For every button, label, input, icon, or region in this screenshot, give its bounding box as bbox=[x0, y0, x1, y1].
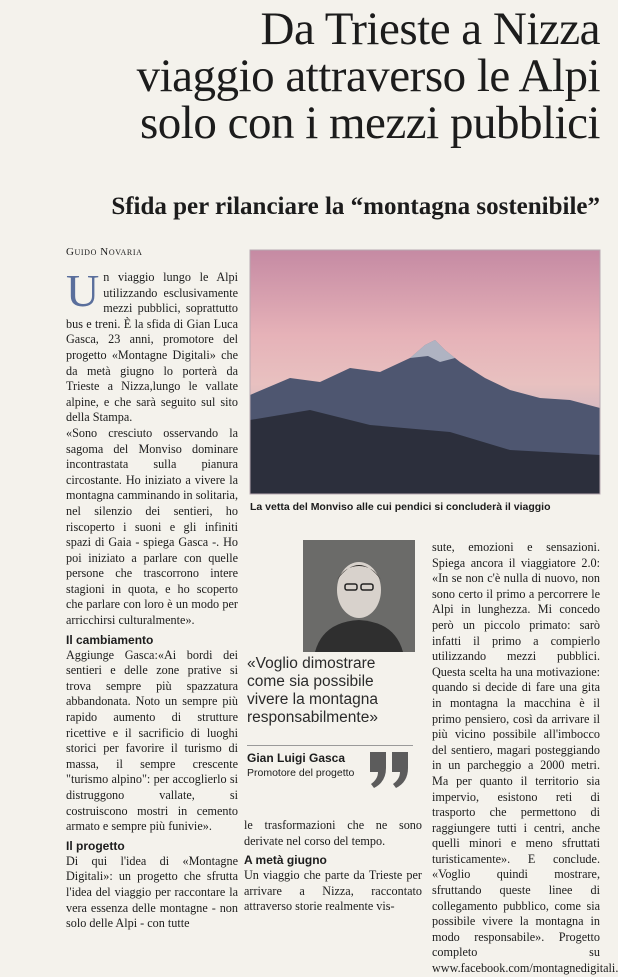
paragraph: Di qui l'idea di «Montagne Digitali»: un progetto che sfrutta l'idea del viaggio per raccontare la vera essenza delle montagne - non solo delle Alpi - con tutte bbox=[66, 853, 238, 931]
paragraph-text: n viaggio lungo le Alpi utilizzando esclusivamente mezzi pubblici, soprattutto bus e treni. È la sfida di Gian Luca Gasca, 23 anni, promotore del progetto «Montagne Digitali» che da metà giugno lo porterà da Trieste a Nizza,lungo le vallate alpine, e che sarà seguito sul sito della Stampa. bbox=[66, 270, 238, 425]
face bbox=[337, 562, 381, 618]
article-column-3 bbox=[432, 540, 618, 976]
article-column-1 bbox=[66, 265, 238, 931]
paragraph: «Sono cresciuto osservando la sagoma del Monviso dominare incontrastata sulla pianura circostante. Ho iniziato a vivere la montagna camminando in solitaria, nel silenzio dei sentieri, ho riscoperto i suoni e gli infiniti spazi di Gaia - spiega Gasca -. Ho poi iniziato a parlare con quelle persone che trascorrono intere stagioni in quota, e ho scoperto che parlare con loro è un modo per arricchirsi culturalmente». bbox=[66, 425, 238, 628]
headline-line-3: solo con i mezzi pubblici bbox=[139, 97, 600, 149]
headline-line-1: Da Trieste a Nizza bbox=[260, 3, 600, 55]
paragraph bbox=[66, 265, 238, 426]
drop-cap: U bbox=[66, 265, 100, 316]
headline-line-2: viaggio attraverso le Alpi bbox=[136, 50, 600, 102]
quote-mark-icon bbox=[366, 746, 414, 794]
subheadline: Sfida per rilanciare la “montagna sostenibile” bbox=[111, 193, 600, 220]
quote-author-role: Promotore del progetto bbox=[247, 767, 355, 779]
paragraph: sute, emozioni e sensazioni. Spiega ancora il viaggiatore 2.0: «In se non c'è nulla di nuovo, non sono certo il primo a percorrere le Alpi in lunghezza. Mi concedo però un piccolo primato: sarò infatti il primo a compierlo utilizzando mezzi pubblici. Questa scelta ha una motivazione: quando si decide di fare una gita in montagna la macchina è il primo pensiero, così da arrivare il più vicino possibile all'imbocco del sentiero, magari posteggiando in un parcheggio a 2000 metri. Ma per quanto il territorio sia impervio, esistono reti di trasporto che permettono di raggiungere tutti i centri, anche quelli minori e meno sfruttati turisticamente». E conclude. «Voglio quindi mostrare, sfruttando queste linee di collegamento pubblico, come sia possibile vivere la montagna in modo responsabile». Progetto completo su www.facebook.com/montagnedigitali. bbox=[432, 540, 618, 976]
byline: Guido Novaria bbox=[66, 246, 143, 258]
section-heading: Il cambiamento bbox=[66, 632, 154, 647]
pull-quote: «Voglio dimostrare come sia possibile vivere la montagna responsabilmente» bbox=[247, 655, 378, 726]
section-heading: A metà giugno bbox=[244, 853, 327, 868]
section-heading: Il progetto bbox=[66, 838, 125, 853]
quote-author: Gian Luigi Gasca bbox=[247, 751, 346, 765]
mountain-photo bbox=[250, 250, 600, 494]
portrait-illustration bbox=[303, 540, 415, 652]
paragraph: Un viaggio che parte da Trieste per arrivare a Nizza, raccontato attraverso storie realmente vis- bbox=[244, 868, 422, 914]
photo-caption: La vetta del Monviso alle cui pendici si concluderà il viaggio bbox=[250, 501, 551, 513]
paragraph: Aggiunge Gasca:«Ai bordi dei sentieri e delle zone prative si trova sempre più spazzatura abbandonata. Noto un sempre più rapido aumento di strutture ricettive e il sacrificio di luoghi storici per favorire il turismo di massa, il sempre crescente "turismo alpino": per accoglierlo si distruggono vallate, si costruiscono mostri in cemento armato e sempre più funivie». bbox=[66, 647, 238, 834]
article-column-2 bbox=[244, 818, 422, 921]
headline bbox=[60, 3, 600, 149]
portrait-photo bbox=[303, 540, 415, 652]
mountain-illustration bbox=[250, 250, 600, 494]
paragraph: le trasformazioni che ne sono derivate nel corso del tempo. bbox=[244, 818, 422, 848]
